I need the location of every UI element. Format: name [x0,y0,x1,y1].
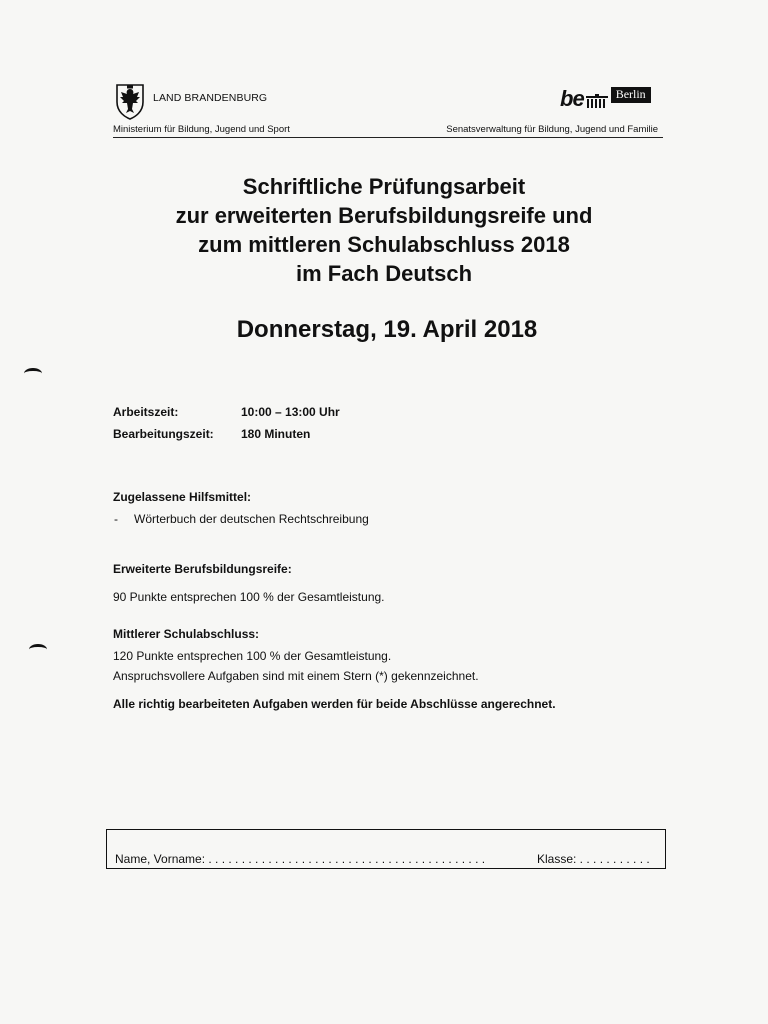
work-time-value: 10:00 – 13:00 Uhr [241,405,340,419]
aids-heading: Zugelassene Hilfsmittel: [113,490,252,504]
title-line-3: zum mittleren Schulabschluss 2018 [198,232,570,257]
be-logo-text: be [560,86,584,111]
msa-points: 120 Punkte entsprechen 100 % der Gesamtleistung. [113,649,392,663]
name-field[interactable]: Name, Vorname: . . . . . . . . . . . . . . . . . . . . . . . . . . . . . . . . . . . . . . . . . . [115,852,486,866]
aids-bullet: - [114,512,118,526]
msa-heading: Mittlerer Schulabschluss: [113,627,260,641]
msa-star-note: Anspruchsvollere Aufgaben sind mit einem Stern (*) gekennzeichnet. [113,669,479,683]
aids-item: Wörterbuch der deutschen Rechtschreibung [134,512,369,526]
berlin-logo-box: Berlin [611,87,651,103]
class-field[interactable]: Klasse: . . . . . . . . . . . [537,852,650,866]
student-info-box [106,829,666,869]
punch-hole-mark [24,368,42,379]
title-line-4: im Fach Deutsch [295,261,473,286]
ministry-left-label: Ministerium für Bildung, Jugend und Sport [113,124,290,135]
punch-hole-mark [29,644,47,655]
duration-label: Bearbeitungszeit: [113,427,214,441]
ministry-right-label: Senatsverwaltung für Bildung, Jugend und Familie [446,124,658,135]
exam-title [0,172,768,288]
header-divider [113,137,663,138]
exam-date: Donnerstag, 19. April 2018 [236,316,538,343]
duration-value: 180 Minuten [241,427,311,441]
work-time-label: Arbeitszeit: [113,405,179,419]
title-line-1: Schriftliche Prüfungsarbeit [242,174,526,199]
berlin-logo [560,84,651,110]
brandenburg-gate-icon [586,94,608,108]
ebr-points: 90 Punkte entsprechen 100 % der Gesamtleistung. [113,590,385,604]
brandenburg-eagle-logo [113,82,147,120]
ebr-heading: Erweiterte Berufsbildungsreife: [113,562,292,576]
both-degrees-note: Alle richtig bearbeiteten Aufgaben werden für beide Abschlüsse angerechnet. [113,697,556,711]
title-line-2: zur erweiterten Berufsbildungsreife und [175,203,593,228]
land-brandenburg-label: LAND BRANDENBURG [153,92,268,104]
